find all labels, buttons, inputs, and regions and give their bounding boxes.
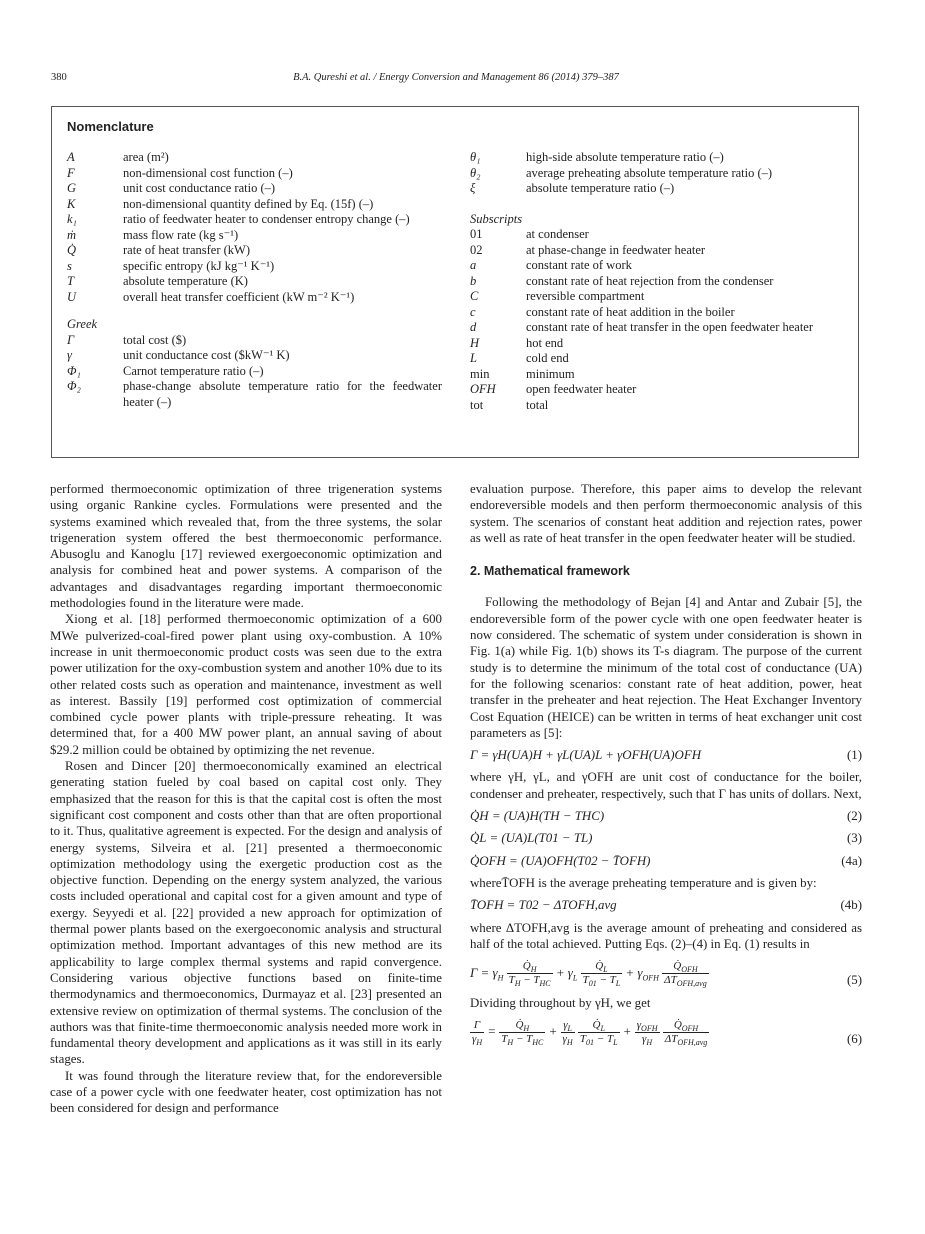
nomenclature-symbol: k₁: [67, 212, 77, 226]
nomenclature-symbol: ṁ: [67, 227, 77, 242]
nomenclature-symbol: a: [470, 258, 477, 272]
nomenclature-entry: [67, 212, 442, 228]
nomenclature-entry: [67, 379, 442, 410]
nomenclature-symbol: H: [470, 335, 480, 350]
nomenclature-entry: [470, 398, 847, 414]
nomenclature-entry: [67, 181, 442, 197]
paragraph: evaluation purpose. Therefore, this paper aims to develop the relevant endoreversible models and then perform thermoeconomic analysis of this system. The scenarios of constant heat addition and rejection rates, power as well as rate of heat transfer in the open feedwater heater will be studied.: [470, 482, 862, 545]
nomenclature-symbol: θ₂: [470, 165, 481, 180]
nomenclature-symbol: b: [470, 273, 477, 288]
nomenclature-entry: [67, 166, 442, 182]
equation-1: [470, 747, 862, 763]
equation-body: Γ = γH(UA)H + γL(UA)L + γOFH(UA)OFH: [470, 748, 702, 763]
nomenclature-symbol: L: [470, 351, 477, 365]
nomenclature-definition: constant rate of heat transfer in the open feedwater heater: [526, 320, 814, 334]
paragraph: where γH, γL, and γOFH are unit cost of conductance for the boiler, condenser and preheater, respectively, such that Γ has units of dollars. Next,: [470, 770, 862, 801]
nomenclature-entry: [67, 150, 442, 166]
paragraph: It was found through the literature review that, for the endoreversible case of a power cycle with one feedwater heater, cost optimization has not been considered for design and performance: [50, 1068, 442, 1116]
nomenclature-definition: rate of heat transfer (kW): [123, 243, 251, 257]
paragraph: Dividing throughout by γH, we get: [470, 996, 651, 1011]
nomenclature-entry: [470, 320, 847, 336]
nomenclature-symbol: s: [67, 258, 72, 273]
nomenclature-entry: [470, 166, 847, 182]
nomenclature-definition: mass flow rate (kg s⁻¹): [123, 227, 239, 242]
equation-body: Q̇L = (UA)L(T01 − TL): [470, 831, 593, 846]
equation-number: (5): [846, 973, 862, 988]
nomenclature-symbol: d: [470, 320, 477, 334]
nomenclature-right-column: [470, 150, 847, 413]
equation-number: (1): [846, 748, 862, 763]
nomenclature-symbol: Φ₁: [67, 363, 81, 378]
nomenclature-entry: [470, 227, 847, 243]
nomenclature-symbol: Q̇: [67, 243, 77, 257]
nomenclature-symbol: 02: [470, 242, 483, 257]
nomenclature-entry: [470, 150, 847, 166]
section-heading: 2. Mathematical framework: [470, 564, 630, 579]
nomenclature-symbol: C: [470, 289, 479, 303]
nomenclature-definition: constant rate of heat rejection from the condenser: [526, 273, 774, 288]
nomenclature-symbol: T: [67, 274, 74, 288]
right-text-column: [470, 481, 862, 1054]
nomenclature-symbol: ξ: [470, 181, 476, 195]
equation-5: $\Gamma = \gamma_H$ $\frac{Q̇_H}{T_H - T_{HC}}$ + $\gamma_L$ $\frac{Q̇_L}{T_{01} - T_L}$ + $\gamma_{OFH}$ $\frac{Q̇_{OFH}}{\Delta T_{OFH,avg}}$ (5): [470, 960, 862, 989]
subscripts-heading: Subscripts: [470, 211, 523, 226]
paragraph: Rosen and Dincer [20] thermoeconomically examined an electrical generating station fueled by coal based on capital cost only. They emphasized that the reason for this is that the capital cost is often the most significant cost component and costs other than that are often proportional to it. Thus, qualitative agreement is expected. For the design and analysis of energy systems, Silveira et al. [21] presented a thermoeconomic optimization methodology using the exergetic production cost as the objective function. Depending on the energy system analyzed, the various costs included operational and capital cost for a given amount and type of exergy. Seyyedi et al. [22] provided a new approach for optimization of thermal power plants based on the exergoeconomic analysis and structural optimization method. Important advantages of this new method are its applicability to large complex thermal systems and rapid convergence. Considering various objective functions based on finite-time thermodynamics and thermoeconomics, Durmayaz et al. [23] presented an extensive review on optimization of thermal systems. The conclusion of the authors was that finite-time thermoeconomic analysis needed more work in fundamental theory development and applications as it was still in its early stages.: [50, 759, 442, 1067]
nomenclature-definition: specific entropy (kJ kg⁻¹ K⁻¹): [123, 258, 275, 273]
nomenclature-definition: at condenser: [526, 227, 589, 241]
nomenclature-title: Nomenclature: [67, 119, 154, 134]
nomenclature-left-column: [67, 150, 442, 410]
equation-number: (2): [846, 809, 862, 824]
nomenclature-definition: at phase-change in feedwater heater: [526, 242, 706, 257]
nomenclature-definition: non-dimensional quantity defined by Eq. (15f) (–): [123, 196, 374, 211]
nomenclature-symbol: U: [67, 289, 77, 304]
equation-2: [470, 808, 862, 824]
nomenclature-symbol: OFH: [470, 382, 496, 396]
greek-heading: Greek: [67, 317, 98, 331]
nomenclature-definition: total cost ($): [123, 332, 187, 347]
nomenclature-symbol: 01: [470, 227, 483, 241]
nomenclature-symbol: tot: [470, 397, 484, 412]
nomenclature-entry: [67, 364, 442, 380]
nomenclature-entry: [67, 274, 442, 290]
nomenclature-symbol: A: [67, 150, 75, 164]
equation-body: Q̇OFH = (UA)OFH(T02 − T̄OFH): [470, 853, 651, 868]
nomenclature-definition: unit conductance cost ($kW⁻¹ K): [123, 348, 290, 362]
nomenclature-entry: [470, 243, 847, 259]
equation-number: (3): [846, 831, 862, 846]
nomenclature-definition: unit cost conductance ratio (–): [123, 181, 276, 195]
equation-3: [470, 830, 862, 846]
equation-6: $\frac{\Gamma}{\gamma_H}$ = $\frac{Q̇_H}{T_H - T_{HC}}$ + $\frac{\gamma_L}{\gamma_H}$ $\frac{Q̇_L}{T_{01} - T_L}$ + $\frac{\gamma_{OFH}}{\gamma_H}$ $\frac{Q̇_{OFH}}{\Delta T_{OFH,avg}}$ (6): [472, 1019, 862, 1048]
nomenclature-entry: [470, 181, 847, 197]
nomenclature-entry: [470, 274, 847, 290]
left-text-column: [50, 481, 442, 1117]
equation-4a: [470, 853, 862, 869]
journal-citation: B.A. Qureshi et al. / Energy Conversion and Management 86 (2014) 379–387: [293, 72, 619, 83]
paragraph: where ΔTOFH,avg is the average amount of preheating and considered as half of the total achieved. Putting Eqs. (2)–(4) in Eq. (1) results in: [470, 920, 862, 951]
equation-4b: [470, 897, 862, 913]
nomenclature-entry: [67, 348, 442, 364]
nomenclature-symbol: min: [470, 366, 490, 381]
equation-number: (6): [846, 1032, 862, 1047]
nomenclature-definition: constant rate of work: [526, 258, 632, 272]
paragraph: Xiong et al. [18] performed thermoeconomic optimization of a 600 MWe pulverized-coal-fired power plant using oxy-combustion. A 10% increase in unit thermoeconomic product costs was seen due to the extra power utilization for the oxy-combustion system and another 10% due to its other related costs such as operation and maintenance, investment as well as interest. Bassily [19] performed cost optimization of commercial combined cycle power plants with triple-pressure reheating. It was determined that, for a 400 MW power plant, an annual saving of about $29.2 million could be obtained by optimizing the net revenue.: [50, 612, 443, 757]
nomenclature-definition: minimum: [526, 366, 575, 381]
nomenclature-entry: [470, 289, 847, 305]
nomenclature-symbol: F: [67, 165, 75, 180]
nomenclature-definition: ratio of feedwater heater to condenser entropy change (–): [123, 212, 410, 226]
nomenclature-definition: area (m²): [123, 150, 169, 164]
nomenclature-entry: [470, 367, 847, 383]
nomenclature-entry: [67, 259, 442, 275]
nomenclature-definition: open feedwater heater: [526, 382, 637, 396]
nomenclature-definition: total: [526, 397, 549, 412]
nomenclature-definition: absolute temperature ratio (–): [526, 181, 675, 195]
nomenclature-symbol: c: [470, 304, 476, 319]
nomenclature-definition: cold end: [526, 351, 569, 365]
paragraph: whereT̄OFH is the average preheating temperature and is given by:: [470, 875, 817, 890]
nomenclature-definition: hot end: [526, 335, 564, 350]
nomenclature-symbol: θ₁: [470, 150, 481, 164]
nomenclature-definition: reversible compartment: [526, 289, 645, 303]
nomenclature-definition: phase-change absolute temperature ratio for the feedwater heater (–): [123, 379, 442, 409]
equation-body: T̄OFH = T02 − ΔTOFH,avg: [470, 898, 617, 913]
paragraph: Following the methodology of Bejan [4] and Antar and Zubair [5], the endoreversible form of the power cycle with one open feedwater heater is now considered. The schematic of system under consideration is shown in Fig. 1(a) while Fig. 1(b) shows its T-s diagram. The purpose of the current study is to determine the minimum of the total cost of conductance (UA) for the following scenarios: constant rate of heat addition, power, heat transfer in the preheater and heat rejection. The Heat Exchanger Inventory Cost Equation (HEICE) can be written in terms of heat exchanger unit cost parameters as [5]:: [470, 595, 862, 740]
nomenclature-symbol: G: [67, 181, 77, 195]
nomenclature-entry: [470, 351, 847, 367]
nomenclature-symbol: K: [67, 196, 76, 211]
nomenclature-definition: non-dimensional cost function (–): [123, 165, 293, 180]
equation-number: (4b): [840, 898, 862, 913]
nomenclature-entry: [67, 228, 442, 244]
nomenclature-definition: average preheating absolute temperature ratio (–): [526, 165, 773, 180]
nomenclature-entry: [67, 243, 442, 259]
nomenclature-entry: [470, 258, 847, 274]
nomenclature-symbol: Γ: [67, 332, 75, 347]
nomenclature-definition: high-side absolute temperature ratio (–): [526, 150, 724, 164]
nomenclature-entry: [67, 197, 442, 213]
paragraph: performed thermoeconomic optimization of three trigeneration systems using organic Rankine cycles. Formulations were presented and the systems examined which revealed that, from the three systems, the solar trigeneration system offered the best thermoeconomic performance. Abusoglu and Kanoglu [17] reviewed exergoeconomic optimization and analysis for combined heat and power systems. A comparison of the advantages and disadvantages regarding important thermoeconomic methodologies found in the literature were made.: [50, 482, 442, 611]
nomenclature-entry: [67, 333, 442, 349]
nomenclature-definition: overall heat transfer coefficient (kW m⁻² K⁻¹): [123, 289, 355, 304]
page-number: 380: [51, 72, 67, 83]
nomenclature-symbol: γ: [67, 348, 72, 362]
nomenclature-definition: constant rate of heat addition in the boiler: [526, 304, 735, 319]
nomenclature-definition: absolute temperature (K): [123, 274, 248, 288]
nomenclature-entry: [470, 336, 847, 352]
equation-body: Q̇H = (UA)H(TH − THC): [470, 809, 605, 824]
equation-number: (4a): [841, 853, 862, 868]
nomenclature-entry: [67, 290, 442, 306]
nomenclature-entry: [470, 382, 847, 398]
nomenclature-symbol: Φ₂: [67, 379, 81, 393]
nomenclature-entry: [470, 305, 847, 321]
nomenclature-box: [51, 106, 859, 458]
nomenclature-definition: Carnot temperature ratio (–): [123, 363, 264, 378]
